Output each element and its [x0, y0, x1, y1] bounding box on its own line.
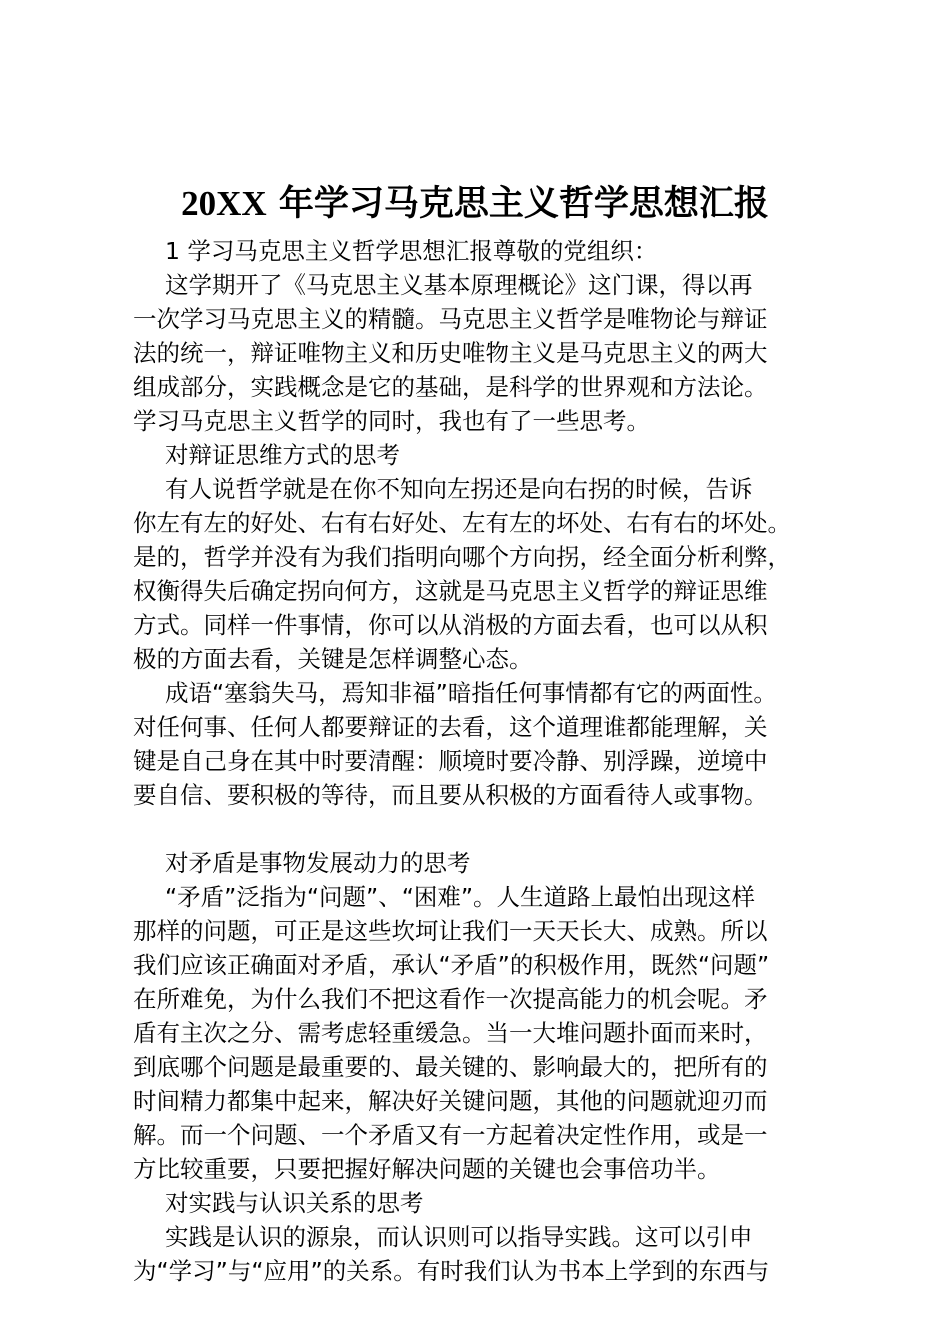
paragraph-line: “矛盾”泛指为“问题”、“困难”。人生道路上最怕出现这样 [165, 883, 756, 911]
section-heading: 对实践与认识关系的思考 [165, 1189, 424, 1217]
paragraph-line: 要自信、要积极的等待，而且要从积极的方面看待人或事物。 [133, 781, 768, 809]
paragraph-line: 我们应该正确面对矛盾，承认“矛盾”的积极作用，既然“问题” [133, 951, 770, 979]
paragraph-line: 有人说哲学就是在你不知向左拐还是向右拐的时候，告诉 [165, 475, 753, 503]
paragraph-line: 实践是认识的源泉，而认识则可以指导实践。这可以引申 [165, 1223, 753, 1251]
paragraph-line: 是的，哲学并没有为我们指明向哪个方向拐，经全面分析利弊， [133, 543, 791, 571]
paragraph-line: 法的统一，辩证唯物主义和历史唯物主义是马克思主义的两大 [133, 339, 768, 367]
document-title [0, 180, 950, 228]
blank-line [133, 812, 833, 846]
paragraph-line: 这学期开了《马克思主义基本原理概论》这门课，得以再 [165, 271, 753, 299]
paragraph-line: 对任何事、任何人都要辩证的去看，这个道理谁都能理解，关 [133, 713, 768, 741]
paragraph-line: 组成部分，实践概念是它的基础，是科学的世界观和方法论。 [133, 373, 768, 401]
title-year: 20XX [181, 184, 267, 223]
paragraph-line: 方式。同样一件事情，你可以从消极的方面去看，也可以从积 [133, 611, 768, 639]
paragraph-line: 方比较重要，只要把握好解决问题的关键也会事倍功半。 [133, 1155, 721, 1183]
paragraph-line: 键是自己身在其中时要清醒：顺境时要冷静、别浮躁，逆境中 [133, 747, 768, 775]
salutation-line: 1 学习马克思主义哲学思想汇报尊敬的党组织： [165, 237, 658, 265]
paragraph-line: 解。而一个问题、一个矛盾又有一方起着决定性作用，或是一 [133, 1121, 768, 1149]
title-text: 年学习马克思主义哲学思想汇报 [266, 184, 769, 224]
paragraph-line: 到底哪个问题是最重要的、最关键的、影响最大的，把所有的 [133, 1053, 768, 1081]
paragraph-line: 那样的问题，可正是这些坎坷让我们一天天长大、成熟。所以 [133, 917, 768, 945]
paragraph-line: 时间精力都集中起来，解决好关键问题，其他的问题就迎刃而 [133, 1087, 768, 1115]
paragraph-line: 在所难免，为什么我们不把这看作一次提高能力的机会呢。矛 [133, 985, 768, 1013]
paragraph-line: 成语“塞翁失马，焉知非福”暗指任何事情都有它的两面性。 [165, 679, 777, 707]
paragraph-line: 盾有主次之分、需考虑轻重缓急。当一大堆问题扑面而来时， [133, 1019, 768, 1047]
paragraph-line: 学习马克思主义哲学的同时，我也有了一些思考。 [133, 407, 650, 435]
paragraph-line: 你左有左的好处、右有右好处、左有左的坏处、右有右的坏处。 [133, 509, 791, 537]
paragraph-line: 极的方面去看，关键是怎样调整心态。 [133, 645, 533, 673]
paragraph-line: 为“学习”与“应用”的关系。有时我们认为书本上学到的东西与 [133, 1257, 770, 1285]
paragraph-line: 一次学习马克思主义的精髓。马克思主义哲学是唯物论与辩证 [133, 305, 768, 333]
section-heading: 对辩证思维方式的思考 [165, 441, 400, 469]
document-body [133, 234, 833, 1288]
paragraph-line: 权衡得失后确定拐向何方，这就是马克思主义哲学的辩证思维 [133, 577, 768, 605]
section-heading: 对矛盾是事物发展动力的思考 [165, 849, 471, 877]
